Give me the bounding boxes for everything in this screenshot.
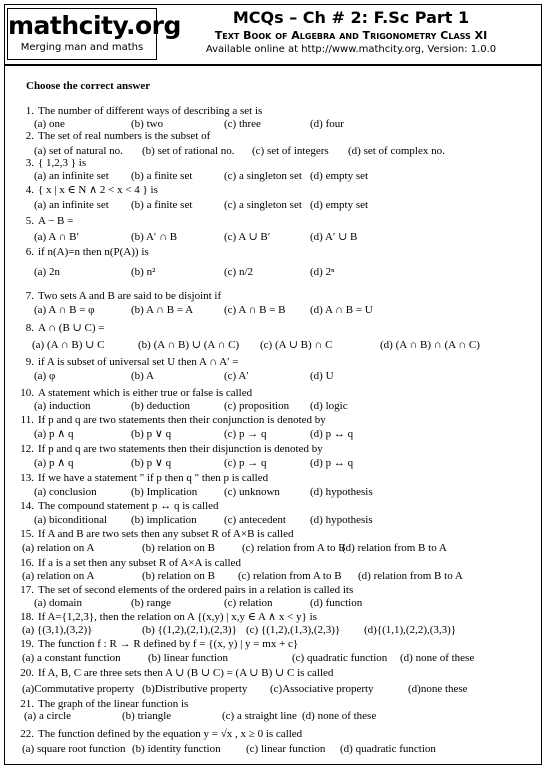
option-a: (a) one (34, 118, 65, 130)
option-b: (b) n² (131, 266, 156, 278)
question-text: The graph of the linear function is (38, 698, 189, 710)
option-b: (b) set of rational no. (142, 145, 235, 157)
question-number: 2. (25, 130, 34, 142)
option-c: (c) n/2 (224, 266, 254, 278)
question-18 (12, 611, 317, 624)
question-text: { x | x ∈ N ∧ 2 < x < 4 } is (38, 184, 158, 196)
option-b: (b) Implication (131, 486, 198, 498)
option-b: (b) A (131, 370, 154, 382)
question-text: A − B = (38, 215, 74, 227)
option-b: (b) relation on B (142, 542, 216, 554)
question-number: 19. (20, 638, 34, 650)
question-text: The function defined by the equation y = √x , x ≥ 0 is called (38, 728, 303, 740)
option-c: (c) relation (224, 597, 273, 609)
option-c: (c) a straight line (222, 710, 297, 722)
question-number: 17. (20, 584, 34, 596)
question-text: The function f : R → R defined by f = {(x, y) | y = mx + c} (38, 638, 299, 650)
option-c: (c) a singleton set (224, 170, 302, 182)
option-b: (b) (A ∩ B) ∪ (A ∩ C) (138, 339, 240, 351)
option-a: (a) relation on A (22, 570, 95, 582)
option-a: (a) biconditional (34, 514, 108, 526)
question-6 (12, 246, 149, 259)
question-number: 7. (25, 290, 34, 302)
question-text: The set of real numbers is the subset of (38, 130, 211, 142)
option-b: (b) a finite set (131, 199, 193, 211)
option-b: (b) implication (131, 514, 197, 526)
option-a: (a) induction (34, 400, 91, 412)
option-d: (d) U (310, 370, 334, 382)
question-text: The number of different ways of describing a set is (38, 105, 263, 117)
question-10 (12, 387, 252, 400)
question-13 (12, 472, 268, 485)
header-text (164, 8, 538, 57)
option-d: (d) A ∩ B = U (310, 304, 373, 316)
question-9 (12, 356, 239, 369)
question-2 (12, 130, 210, 143)
question-number: 21. (20, 698, 34, 710)
question-20 (12, 667, 333, 680)
option-b: (b) two (131, 118, 164, 130)
question-text: if A is subset of universal set U then A ∩ A′ = (38, 356, 239, 368)
option-a: (a) A ∩ B′ (34, 231, 79, 243)
question-number: 10. (20, 387, 34, 399)
option-d: (d) four (310, 118, 344, 130)
option-a: (a) p ∧ q (34, 428, 74, 440)
option-b: (b) p ∨ q (131, 428, 172, 440)
option-a: (a) {(3,1),(3,2)} (22, 624, 93, 636)
question-number: 18. (20, 611, 34, 623)
question-number: 9. (25, 356, 34, 368)
option-a: (a) A ∩ B = φ (34, 304, 95, 316)
option-a: (a) an infinite set (34, 170, 109, 182)
option-d: (d) hypothesis (310, 514, 373, 526)
option-c: (c) quadratic function (292, 652, 388, 664)
question-4 (12, 184, 158, 197)
option-d: (d) set of complex no. (348, 145, 445, 157)
question-text: If p and q are two statements then their conjunction is denoted by (38, 414, 326, 426)
question-text: The set of second elements of the ordered pairs in a relation is called its (38, 584, 354, 596)
option-c: (c) p → q (224, 428, 267, 440)
option-a: (a) (A ∩ B) ∪ C (32, 339, 105, 351)
option-d: (d) relation from B to A (358, 570, 463, 582)
question-text: If A and B are two sets then any subset R of A×B is called (38, 528, 294, 540)
option-a: (a) 2n (34, 266, 60, 278)
option-d: (d){(1,1),(2,2),(3,3)} (364, 624, 457, 636)
question-8 (12, 322, 104, 335)
option-d: (d) p ↔ q (310, 457, 354, 469)
question-text: if n(A)=n then n(P(A)) is (38, 246, 149, 258)
option-a: (a) square root function (22, 743, 126, 755)
option-a: (a)Commutative property (22, 683, 135, 695)
option-c: (c)Associative property (270, 683, 374, 695)
option-c: (c) relation from A to B (238, 570, 342, 582)
question-number: 4. (25, 184, 34, 196)
question-number: 14. (20, 500, 34, 512)
option-b: (b) triangle (122, 710, 172, 722)
option-d: (d) relation from B to A (342, 542, 447, 554)
question-number: 16. (20, 557, 34, 569)
question-12 (12, 443, 323, 456)
option-c: (c) A ∪ B′ (224, 231, 271, 243)
question-1 (12, 105, 262, 118)
option-d: (d) 2ⁿ (310, 266, 335, 278)
option-a: (a) domain (34, 597, 82, 609)
option-b: (b) A′ ∩ B (131, 231, 178, 243)
option-d: (d) none of these (302, 710, 377, 722)
option-c: (c) three (224, 118, 261, 130)
option-b: (b) linear function (148, 652, 229, 664)
logo-box (7, 8, 181, 60)
question-text: { 1,2,3 } is (38, 157, 87, 169)
option-a: (a) set of natural no. (34, 145, 123, 157)
question-text: If we have a statement " if p then q " then p is called (38, 472, 269, 484)
question-number: 13. (20, 472, 34, 484)
question-number: 3. (25, 157, 34, 169)
option-c: (c) unknown (224, 486, 280, 498)
question-text: A ∩ (B ∪ C) = (38, 322, 105, 334)
option-c: (c) linear function (246, 743, 326, 755)
question-text: If A={1,2,3}, then the relation on A {(x,y) | x,y ∈ A ∧ x < y} is (38, 611, 317, 623)
option-b: (b) A ∩ B = A (131, 304, 194, 316)
option-d: (d) A′ ∪ B (310, 231, 358, 243)
option-d: (d) logic (310, 400, 348, 412)
option-c: (c) A′ (224, 370, 249, 382)
option-b: (b) {(1,2),(2,1),(2,3)} (142, 624, 237, 636)
option-a: (a) p ∧ q (34, 457, 74, 469)
option-c: (c) (A ∪ B) ∩ C (260, 339, 333, 351)
question-number: 15. (20, 528, 34, 540)
option-c: (c) A ∩ B = B (224, 304, 286, 316)
option-c: (c) {(1,2),(1,3),(2,3)} (246, 624, 341, 636)
option-c: (c) p → q (224, 457, 267, 469)
option-a: (a) a constant function (22, 652, 121, 664)
option-b: (b) range (131, 597, 172, 609)
option-d: (d) function (310, 597, 363, 609)
option-b: (b) p ∨ q (131, 457, 172, 469)
option-a: (a) a circle (24, 710, 72, 722)
question-number: 5. (25, 215, 34, 227)
option-d: (d) hypothesis (310, 486, 373, 498)
question-3 (12, 157, 86, 170)
question-number: 11. (20, 414, 34, 426)
option-a: (a) conclusion (34, 486, 97, 498)
question-16 (12, 557, 241, 570)
question-text: If A, B, C are three sets then A ∪ (B ∪ C) = (A ∪ B) ∪ C is called (38, 667, 334, 679)
question-number: 6. (25, 246, 34, 258)
question-15 (12, 528, 294, 541)
question-19 (12, 638, 298, 651)
option-a: (a) φ (34, 370, 56, 382)
option-b: (b) deduction (131, 400, 190, 412)
question-17 (12, 584, 353, 597)
option-d: (d) quadratic function (340, 743, 436, 755)
question-number: 22. (20, 728, 34, 740)
option-a: (a) relation on A (22, 542, 95, 554)
question-text: If a is a set then any subset R of A×A is called (38, 557, 241, 569)
option-d: (d) (A ∩ B) ∩ (A ∩ C) (380, 339, 480, 351)
question-number: 20. (20, 667, 34, 679)
option-c: (c) set of integers (252, 145, 329, 157)
document-subtitle: Text Book of Algebra and Trigonometry Class XI (214, 29, 488, 42)
question-5 (12, 215, 73, 228)
question-text: Two sets A and B are said to be disjoint if (38, 290, 222, 302)
option-c: (c) antecedent (224, 514, 286, 526)
question-text: If p and q are two statements then their disjunction is denoted by (38, 443, 323, 455)
site-logo: mathcity.org (8, 11, 181, 40)
option-c: (c) a singleton set (224, 199, 302, 211)
document-title: MCQs – Ch # 2: F.Sc Part 1 (232, 8, 470, 27)
option-d: (d) p ↔ q (310, 428, 354, 440)
question-11 (12, 414, 326, 427)
option-d: (d)none these (408, 683, 468, 695)
availability-note: Available online at http://www.mathcity.org, Version: 1.0.0 (205, 44, 497, 55)
option-c: (c) relation from A to B (242, 542, 346, 554)
question-7 (12, 290, 221, 303)
option-b: (b)Distributive property (142, 683, 248, 695)
option-c: (c) proposition (224, 400, 290, 412)
option-d: (d) empty set (310, 170, 369, 182)
question-22 (12, 728, 302, 741)
question-number: 12. (20, 443, 34, 455)
option-b: (b) a finite set (131, 170, 193, 182)
instruction: Choose the correct answer (26, 80, 151, 92)
option-d: (d) empty set (310, 199, 369, 211)
option-a: (a) an infinite set (34, 199, 109, 211)
question-text: A statement which is either true or false is called (38, 387, 253, 399)
question-14 (12, 500, 219, 513)
option-d: (d) none of these (400, 652, 475, 664)
page-header (4, 4, 542, 66)
logo-tagline: Merging man and maths (20, 42, 144, 53)
question-text: The compound statement p ↔ q is called (38, 500, 219, 512)
question-number: 1. (25, 105, 34, 117)
option-b: (b) identity function (132, 743, 221, 755)
question-number: 8. (25, 322, 34, 334)
option-b: (b) relation on B (142, 570, 216, 582)
